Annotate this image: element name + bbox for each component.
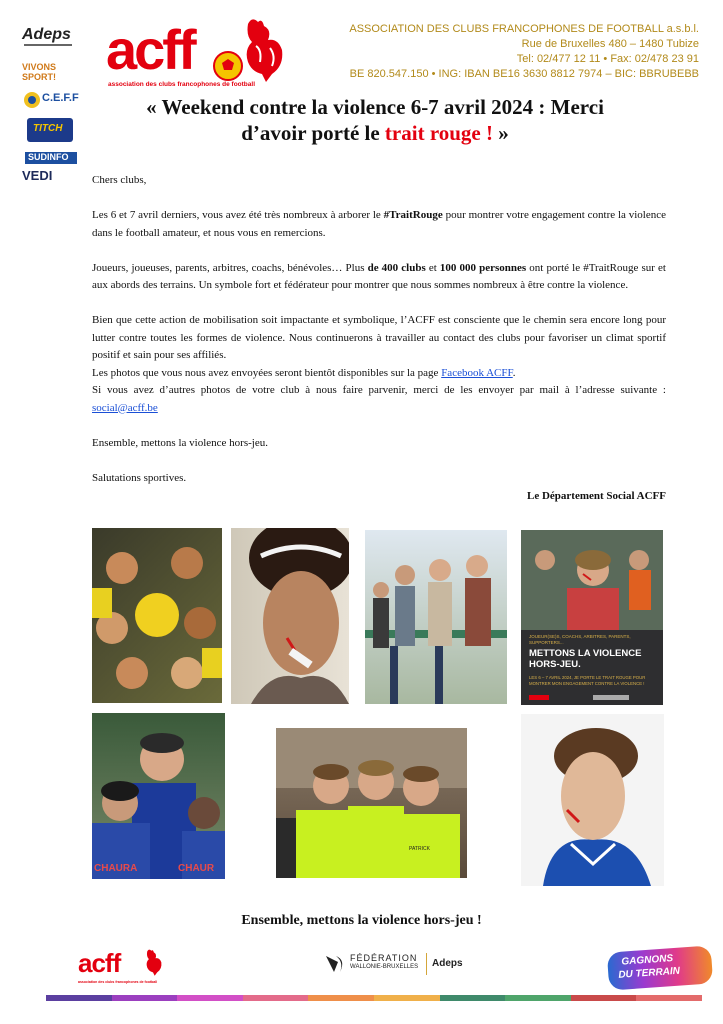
color-bar-segment xyxy=(177,995,243,1001)
signature: Le Département Social ACFF xyxy=(527,490,666,502)
adeps-logo: Adeps xyxy=(22,26,71,43)
ceff-text: C.E.F.F xyxy=(42,92,79,104)
vivons-sport-logo xyxy=(22,62,78,82)
paragraph-7: Salutations sportives. xyxy=(92,471,187,484)
referee-badge: PATRICK xyxy=(409,846,430,852)
footer-acff-logo: acff xyxy=(78,948,121,978)
vedi-logo: VEDI xyxy=(22,168,53,183)
girl-face-paint-image xyxy=(231,528,349,704)
photo-spectators xyxy=(365,530,507,704)
color-bar-segment xyxy=(308,995,374,1001)
paragraph-4: Les photos que vous nous avez envoyées seront bientôt disponibles sur la page Facebook ACFF. xyxy=(92,366,516,379)
gagnons-line1: GAGNONS xyxy=(621,953,674,968)
clubs-count: de 400 clubs xyxy=(367,261,426,274)
poster-line1: JOUEUR(SE)S, COACHS, ARBITRES, PARENTS, SUPPORTERS... xyxy=(529,634,631,645)
people-count: 100 000 personnes xyxy=(439,261,527,274)
org-bank: BE 820.547.150 • ING: IBAN BE16 3630 8812 7974 – BIC: BBRUBEBB xyxy=(349,68,699,80)
acff-logo-text: acff xyxy=(106,18,194,81)
adeps-caption xyxy=(24,44,72,46)
title-end: » xyxy=(493,121,509,145)
jersey-text-2: CHAUR xyxy=(178,863,215,874)
photo-coach-player xyxy=(92,713,225,879)
spectators-image xyxy=(365,530,507,704)
coach-player-image xyxy=(92,713,225,879)
referees-image xyxy=(276,728,467,878)
email-link[interactable]: social@acff.be xyxy=(92,401,158,414)
photo-young-man xyxy=(521,714,664,886)
sudinfo-logo xyxy=(25,152,77,164)
title-line2: d’avoir porté le xyxy=(241,121,385,145)
color-bar-segment xyxy=(571,995,637,1001)
rooster-icon xyxy=(238,16,286,87)
color-bar-segment xyxy=(112,995,178,1001)
titch-logo xyxy=(27,118,73,142)
greeting: Chers clubs, xyxy=(92,174,147,186)
hashtag-bold: #TraitRouge xyxy=(383,209,443,221)
paragraph-2: Joueurs, joueuses, parents, arbitres, coachs, bénévoles… Plus de 400 clubs et 100 000 personnes ont porté le #TraitRouge sur et aux abords des terrains. Un symbole fort et fédérateur pour montrer que nous sommes nombreux à être contre la violence. xyxy=(92,261,666,291)
young-man-image xyxy=(521,714,664,886)
color-bar-segment xyxy=(440,995,506,1001)
ceff-logo xyxy=(24,91,79,109)
titch-text: TITCH xyxy=(33,123,63,134)
org-name: ASSOCIATION DES CLUBS FRANCOPHONES DE FOOTBALL a.s.b.l. xyxy=(349,23,699,35)
footer-adeps-logo: Adeps xyxy=(432,958,463,969)
fwb-text-top: FÉDÉRATION xyxy=(350,953,418,963)
color-bar-segment xyxy=(636,995,702,1001)
sudinfo-text: SUDINFO xyxy=(28,152,69,162)
poster-violence xyxy=(521,530,663,705)
fwb-icon xyxy=(324,954,346,979)
org-phone: Tel: 02/477 12 11 • Fax: 02/478 23 91 xyxy=(516,53,699,65)
title-highlight: trait rouge ! xyxy=(384,121,493,145)
letter-body xyxy=(92,172,666,487)
gagnons-line2: DU TERRAIN xyxy=(618,965,681,981)
photo-kids-huddle xyxy=(92,528,222,703)
color-bar-segment xyxy=(505,995,571,1001)
footer-acff-subtitle: association des clubs francophones de football xyxy=(78,980,158,984)
paragraph-3: Bien que cette action de mobilisation soit impactante et symbolique, l’ACFF est consciente que le chemin sera encore long pour lutter contre toutes les formes de violence. Nous continuerons à travailler au contact des clubs pour favoriser un climat sportif positif et sain pour ses affiliés. xyxy=(92,314,666,361)
facebook-link[interactable]: Facebook ACFF xyxy=(441,366,513,379)
paragraph-1: Les 6 et 7 avril derniers, vous avez été très nombreux à arborer le #TraitRouge pour montrer votre engagement contre la violence dans le football amateur, et nous vous en remercions. xyxy=(92,209,666,239)
poster-acff-mark xyxy=(529,695,549,700)
poster-headline-2: HORS-JEU. xyxy=(529,659,581,670)
poster-fwb-mark xyxy=(593,695,629,700)
acff-logo-subtitle: association des clubs francophones de football xyxy=(108,81,255,88)
vivons-sport-text: VIVONS SPORT! xyxy=(22,62,57,82)
jersey-text: CHAURA xyxy=(94,863,138,874)
footer-divider xyxy=(426,953,427,975)
page-title xyxy=(95,94,655,146)
color-bar-segment xyxy=(46,995,112,1001)
color-bar-segment xyxy=(243,995,309,1001)
title-line1: « Weekend contre la violence 6-7 avril 2024 : Merci xyxy=(146,95,604,119)
photo-girl-face-paint xyxy=(231,528,349,704)
kids-huddle-image xyxy=(92,528,222,703)
paragraph-5: Si vous avez d’autres photos de votre club à nous faire parvenir, merci de les envoyer par mail à l’adresse suivante : social@acff.be xyxy=(92,384,666,414)
fwb-text-bottom: WALLONIE-BRUXELLES xyxy=(350,964,419,970)
poster-headline-1: METTONS LA VIOLENCE xyxy=(529,648,642,659)
footer-rooster-icon xyxy=(143,948,163,981)
header-address xyxy=(349,22,699,82)
poster-line2: LES 6 – 7 AVRIL 2024, JE PORTE LE TRAIT ROUGE POUR MONTRER MON ENGAGEMENT CONTRE LA VIOLENCE ! xyxy=(529,675,646,686)
gagnons-logo xyxy=(607,945,713,990)
org-street: Rue de Bruxelles 480 – 1480 Tubize xyxy=(521,38,699,50)
paragraph-6: Ensemble, mettons la violence hors-jeu. xyxy=(92,436,268,449)
footer-tagline: Ensemble, mettons la violence hors-jeu ! xyxy=(241,913,482,928)
color-bar-segment xyxy=(374,995,440,1001)
photo-referees xyxy=(276,728,467,878)
